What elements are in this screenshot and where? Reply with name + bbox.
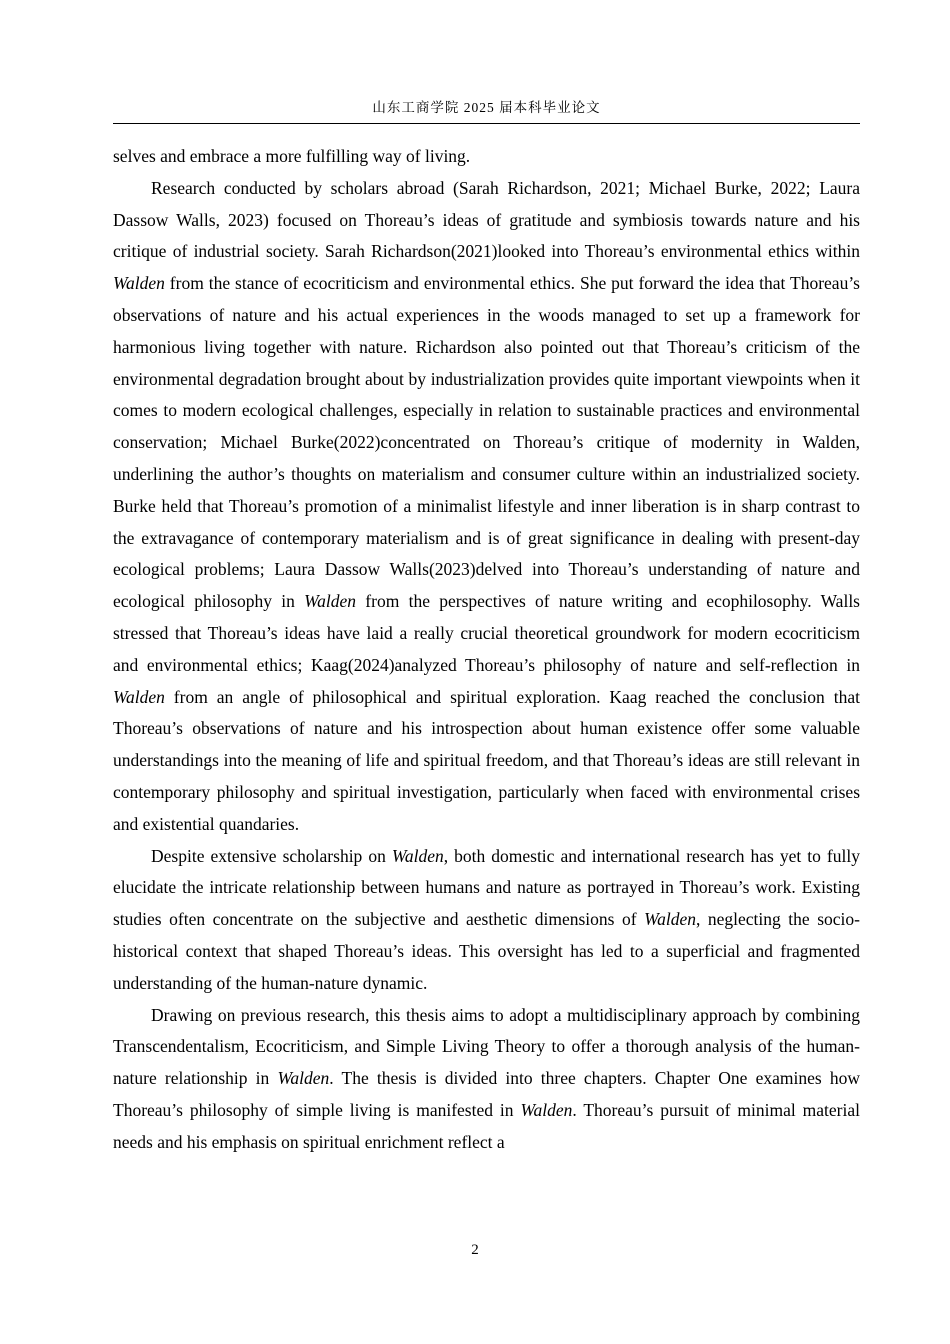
book-title: Walden [520, 1099, 573, 1120]
book-title: Walden [113, 686, 165, 707]
book-title: Walden [277, 1068, 330, 1089]
header-title: 山东工商学院 2025 届本科毕业论文 [372, 100, 601, 115]
text-run: . The thesis is divided into three chapters. Chapter One examines how Thoreau’s philosophy of simple living is manifested in [113, 1068, 860, 1120]
text-run: . Thoreau’s pursuit of minimal material needs and his emphasis on spiritual enrichment reflect a [113, 1099, 860, 1152]
book-title: Walden [644, 909, 696, 930]
text-run: selves and embrace a more fulfilling way of living. [113, 146, 471, 166]
text-run: , neglecting the socio-historical context that shaped Thoreau’s ideas. This oversight has led to a superficial and fragmented understanding of the human-nature dynamic. [113, 909, 860, 993]
text-run: , both domestic and international research has yet to fully elucidate the intricate relationship between humans and nature as portrayed in Thoreau’s work. Existing studies often concentrate on the subjective and aesthetic dimensions of [113, 845, 860, 930]
text-run: from the stance of ecocriticism and environmental ethics. She put forward the idea that Thoreau’s observations of nature and his actual experiences in the woods managed to set up a framework for harmonious living together with nature. Richardson also pointed out that Thoreau’s criticism of the environmental degradation brought about by industrialization provides quite important viewpoints when it comes to modern ecological challenges, especially in relation to sustainable practices and environmental conservation; Michael Burke(2022)concentrated on Thoreau’s critique of modernity in Walden, underlining the author’s thoughts on materialism and consumer culture within an industrialized society. Burke held that Thoreau’s promotion of a minimalist lifestyle and inner liberation is in sharp contrast to the extravagance of contemporary materialism and is of great significance in dealing with present-day ecological problems; Laura Dassow Walls(2023)delved into Thoreau’s understanding of nature and ecological philosophy in [113, 273, 860, 612]
text-run: Research conducted by scholars abroad (Sarah Richardson, 2021; Michael Burke, 2022; Laura Dassow Walls, 2023) focused on Thoreau’s ideas of gratitude and symbiosis towards nature and his critique of industrial society. Sarah Richardson(2021)looked into Thoreau’s environmental ethics within [113, 177, 860, 262]
paragraph [113, 841, 860, 1000]
document-footer [0, 1242, 950, 1259]
document-body [113, 141, 860, 1159]
book-title: Walden [113, 273, 165, 294]
text-run: from the perspectives of nature writing and ecophilosophy. Walls stressed that Thoreau’s ideas have laid a really crucial theoretical groundwork for modern ecocriticism and environmental ethics; Kaag(2024)analyzed Thoreau’s philosophy of nature and self-reflection in [113, 591, 860, 675]
text-run: from an angle of philosophical and spiritual exploration. Kaag reached the conclusion that Thoreau’s observations of nature and his introspection about human existence offer some valuable understandings into the meaning of life and spiritual freedom, and that Thoreau’s ideas are still relevant in contemporary philosophy and spiritual investigation, particularly when faced with environmental crises and existential quandaries. [113, 686, 860, 834]
paragraph [113, 141, 860, 173]
page-number: 2 [471, 1242, 479, 1258]
text-run: Despite extensive scholarship on [151, 845, 392, 866]
paragraph [113, 1000, 860, 1159]
document-header [113, 99, 860, 124]
paragraph [113, 173, 860, 841]
text-run: Drawing on previous research, this thesis aims to adopt a multidisciplinary approach by combining Transcendentalism, Ecocriticism, and Simple Living Theory to offer a thorough analysis of the human-nature relationship in [113, 1004, 860, 1089]
book-title: Walden [304, 591, 357, 612]
book-title: Walden [391, 845, 444, 866]
